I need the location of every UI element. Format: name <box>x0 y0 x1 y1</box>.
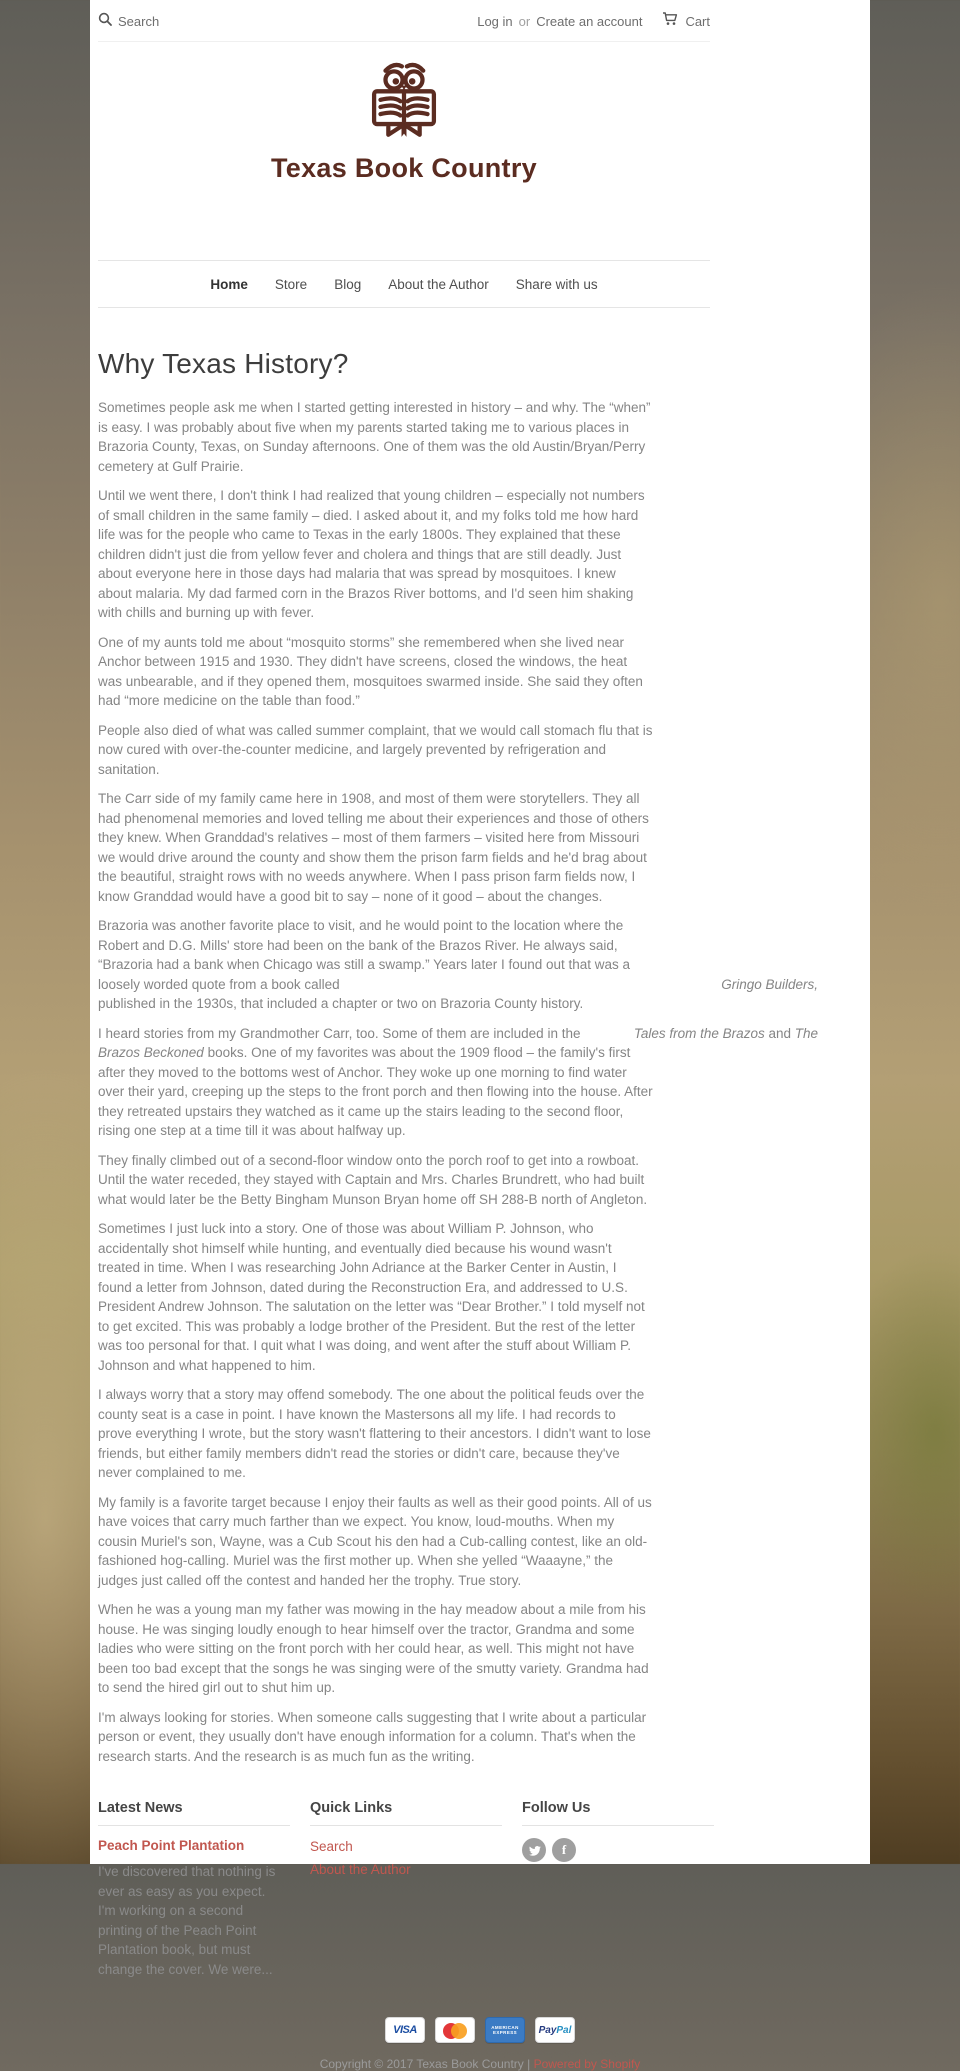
search-control[interactable] <box>98 12 159 31</box>
owl-on-open-book-icon <box>361 131 447 148</box>
nav-item-share-with-us[interactable]: Share with us <box>515 277 598 292</box>
cart-link[interactable]: Cart <box>685 13 710 29</box>
quick-links-heading: Quick Links <box>310 1800 502 1826</box>
nav-item-store[interactable]: Store <box>274 277 308 292</box>
payment-methods <box>98 2017 862 2043</box>
payment-badge-american-express: AMERICAN EXPRESS <box>485 2017 525 2043</box>
article-paragraph: Until we went there, I don't think I had realized that young children – especially not numbers of small children in the same family – died. I asked about it, and my folks told me how hard life was for the people who came to Texas in the early 1800s. They explained that these children didn't just die from yellow fever and cholera and things that are still deadly. Just about everyone here in those days had malaria that was spread by mosquitoes. I knew about malaria. My dad farmed corn in the Brazos River bottoms, and I'd seen him shaking with chills and burning up with fever. <box>98 488 645 620</box>
footer-latest-news <box>98 1800 290 1979</box>
main-nav <box>98 260 710 308</box>
news-post-link[interactable]: Peach Point Plantation <box>98 1838 245 1853</box>
pulled-book-title: Gringo Builders, <box>721 976 818 992</box>
copyright <box>98 2057 862 2071</box>
article-paragraph: I always worry that a story may offend somebody. The one about the political feuds over the county seat is a case in point. I have known the Mastersons all my life. I had records to prove everything I wrote, but the story wasn't flattering to their ancestors. I didn't want to lose friends, but either family members didn't read the stories or didn't care, because they've never complained to me. <box>98 1387 651 1480</box>
twitter-icon[interactable] <box>522 1838 546 1862</box>
footer <box>98 1800 714 1979</box>
quick-link-search[interactable]: Search <box>310 1839 353 1854</box>
search-icon <box>98 12 112 31</box>
page-title: Why Texas History? <box>98 348 349 379</box>
logo[interactable] <box>98 42 710 184</box>
footer-follow-us <box>522 1800 714 1979</box>
search-label[interactable]: Search <box>118 13 160 29</box>
login-or-text: or <box>518 13 531 29</box>
topbar <box>98 0 710 42</box>
footer-quick-links <box>310 1800 502 1979</box>
article-paragraph: I heard stories from my Grandmother Carr, too. Some of them are included in the Tales from the Brazos and The Brazos Beckoned books. One of my favorites was about the 1909 flood – the family's first after they moved to the bottoms west of Anchor. They woke up one morning to find water over their yard, creeping up the steps to the front porch and then flowing into the house. After they retreated upstairs they watched as it came up the stairs leading to the second floor, rising one step at a time till it was about halfway up. <box>98 1025 818 1138</box>
cart-icon[interactable] <box>662 11 679 31</box>
payment-badge-paypal: Pay Pal <box>535 2017 575 2043</box>
article-paragraph: My family is a favorite target because I enjoy their faults as well as their good points. All of us have voices that carry much farther than we expect. You know, loud-mouths. When my cousin Muriel's son, Wayne, was a Cub Scout his den had a Cub-calling contest, like an old-fashioned hog-calling. Muriel was the first mother up. When she yelled “Waaayne,” the judges just called off the contest and handed her the trophy. True story. <box>98 1494 652 1588</box>
powered-by-shopify-link[interactable]: Powered by Shopify <box>533 2057 641 2071</box>
news-excerpt: I've discovered that nothing is ever as easy as you expect. I'm working on a second printing of the Peach Point Plantation book, but must change the cover. We were... <box>98 1864 276 1977</box>
latest-news-heading: Latest News <box>98 1800 290 1826</box>
payment-badge-visa: VISA <box>385 2017 425 2043</box>
article-paragraph: Sometimes I just luck into a story. One of those was about William P. Johnson, who accidentally shot himself while hunting, and eventually died because his wound wasn't treated in time. When I was researching John Adriance at the Barker Center in Austin, I found a letter from Johnson, dated during the Reconstruction Era, and addressed to U.S. President Andrew Johnson. The salutation on the letter was “Dear Brother.” I told myself not to get excited. This was probably a lodge brother of the President. But the rest of the letter was too personal for that. I quit what I was doing, and went after the stuff about William P. Johnson and what happened to him. <box>98 1221 645 1373</box>
quick-link-about-the-author[interactable]: About the Author <box>310 1862 411 1877</box>
content-column <box>90 0 870 2071</box>
facebook-icon[interactable]: f <box>552 1838 576 1862</box>
quick-links-list <box>310 1838 502 1879</box>
article-paragraph: When he was a young man my father was mowing in the hay meadow about a mile from his house. He was singing loudly enough to hear himself over the tractor, Grandma and some ladies who were sitting on the front porch with her could hear, as well. This might not have been too bad except that the songs he was singing were of the smutty variety. Grandma had to send the hired girl out to shut him up. <box>98 1602 649 1695</box>
copyright-text: Copyright © 2017 Texas Book Country | <box>319 2057 534 2071</box>
article-paragraph: People also died of what was called summer complaint, that we would call stomach flu that is now cured with over-the-counter medicine, and largely prevented by refrigeration and sanitation. <box>98 722 653 777</box>
login-link[interactable]: Log in <box>477 13 513 29</box>
article <box>98 348 818 1766</box>
follow-us-heading: Follow Us <box>522 1800 714 1826</box>
create-account-link[interactable]: Create an account <box>536 13 643 29</box>
nav-item-blog[interactable]: Blog <box>334 277 362 292</box>
article-paragraph: The Carr side of my family came here in 1908, and most of them were storytellers. They all had phenomenal memories and loved telling me about their experiences and those of others they knew. When Granddad's relatives – most of them farmers – visited here from Missouri we would drive around the county and show them the prison farm fields and he'd brag about the beautiful, straight rows with no weeds anywhere. When I pass prison farm fields now, I know Granddad would have a good bit to say – none of it good – about the changes. <box>98 791 649 904</box>
article-paragraph: Sometimes people ask me when I started getting interested in history – and why. The “when” is easy. I was probably about five when my parents started taking me to various places in Brazoria County, Texas, on Sunday afternoons. One of them was the old Austin/Bryan/Perry cemetery at Gulf Prairie. <box>98 400 651 474</box>
article-body <box>98 398 818 1766</box>
nav-item-home[interactable]: Home <box>210 277 248 292</box>
article-paragraph: I'm always looking for stories. When someone calls suggesting that I write about a particular person or event, they usually don't have enough information for a column. That's when the research starts. And the research is as much fun as the writing. <box>98 1709 647 1764</box>
article-paragraph: Brazoria was another favorite place to visit, and he would point to the location where the Robert and D.G. Mills' store had been on the bank of the Brazos River. He always said, “Brazoria had a bank when Chicago was still a swamp.” Years later I found out that was a loosely worded quote from a book called Gringo Builders, published in the 1930s, that included a chapter or two on Brazoria County history. <box>98 918 818 1011</box>
list-item <box>310 1838 502 1856</box>
article-paragraph: One of my aunts told me about “mosquito storms” she remembered when she lived near Anchor between 1915 and 1930. They didn't have screens, closed the windows, the heat was unbearable, and if they opened them, mosquitoes swarmed inside. She said they often had “more medicine on the table than food.” <box>98 634 643 708</box>
site-title[interactable]: Texas Book Country <box>271 153 537 183</box>
payment-badge-mastercard <box>435 2017 475 2043</box>
article-paragraph: They finally climbed out of a second-floor window onto the porch roof to get into a rowboat. Until the water receded, they stayed with Captain and Mrs. Charles Brundrett, who had built what would later be the Betty Bingham Munson Bryan home off SH 288-B north of Angleton. <box>98 1152 648 1207</box>
pulled-book-title: Tales from the Brazos and The <box>633 1025 818 1041</box>
nav-item-about-the-author[interactable]: About the Author <box>388 277 489 292</box>
